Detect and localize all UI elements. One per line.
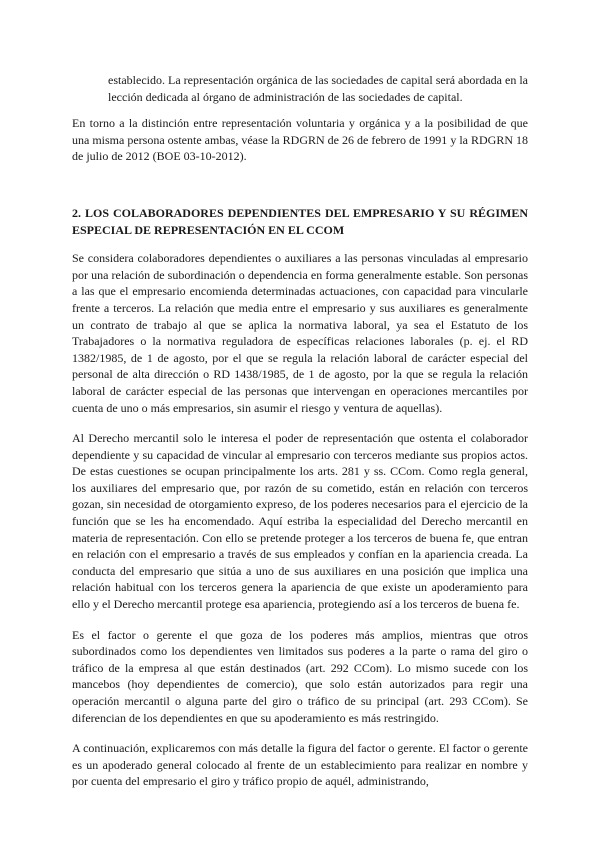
body-paragraph-4: A continuación, explicaremos con más detalle la figura del factor o gerente. El factor o gerente es un apoderado general colocado al frente de un establecimiento para realizar en nombre y por cuenta del empresario el giro y tráfico propio de aquél, administrando, [72,741,528,789]
document-page [72,72,528,790]
note-paragraph: En torno a la distinción entre representación voluntaria y orgánica y a la posibilidad de que una misma persona ostente ambas, véase la RDGRN de 26 de febrero de 1991 y la RDGRN 18 de julio de 2012 (BOE 03-10-2012). [72,116,528,164]
body-paragraph-1: Se considera colaboradores dependientes o auxiliares a las personas vinculadas al empresario por una relación de subordinación o dependencia en forma generalmente estable. Son personas a las que el empresario encomienda determinadas actuaciones, con capacidad para vincularle frente a terceros. La relación que media entre el empresario y sus auxiliares es generalmente un contrato de trabajo al que se aplica la normativa laboral, ya sea el Estatuto de los Trabajadores o la normativa reguladora de específicas relaciones laborales (p. ej. el RD 1382/1985, de 1 de agosto, por el que se regula la relación laboral de carácter especial del personal de alta dirección o RD 1438/1985, de 1 de agosto, por la que se regula la relación laboral de carácter especial de las personas que intervengan en operaciones mercantiles por cuenta de uno o más empresarios, sin asumir el riesgo y ventura de aquellas). [72,251,528,415]
body-paragraph-2: Al Derecho mercantil solo le interesa el poder de representación que ostenta el colaborador dependiente y su capacidad de vincular al empresario con terceros mediante sus propios actos. De estas cuestiones se ocupan principalmente los arts. 281 y ss. CCom. Como regla general, los auxiliares del empresario que, por razón de su cometido, están en relación con terceros gozan, sin necesidad de otorgamiento expreso, de los poderes necesarios para el ejercicio de la función que se les ha encomendado. Aquí estriba la especialidad del Derecho mercantil en materia de representación. Con ello se pretende proteger a los terceros de buena fe, que entran en relación con el empresario a través de sus empleados y confían en la apariencia creada. La conducta del empresario que sitúa a uno de sus auxiliares en una posición que implica una relación habitual con los terceros genera la apariencia de que existe un apoderamiento para ello y el Derecho mercantil protege esa apariencia, protegiendo así a los terceros de buena fe. [72,431,528,612]
body-paragraph-3: Es el factor o gerente el que goza de los poderes más amplios, mientras que otros subordinados como los dependientes ven limitados sus poderes a la parte o rama del giro o tráfico de la empresa al que están destinados (art. 292 CCom). Lo mismo sucede con los mancebos (hoy dependientes de comercio), que solo están autorizados para regir una operación mercantil o alguna parte del giro o tráfico de su principal (art. 293 CCom). Se diferencian de los dependientes en que su apoderamiento es más restringido. [72,627,528,725]
section-heading: 2. LOS COLABORADORES DEPENDIENTES DEL EMPRESARIO Y SU RÉGIMEN ESPECIAL DE REPRESENTACIÓN EN EL CCOM [72,205,528,237]
continuation-paragraph: establecido. La representación orgánica de las sociedades de capital será abordada en la lección dedicada al órgano de administración de las sociedades de capital. [108,73,528,104]
